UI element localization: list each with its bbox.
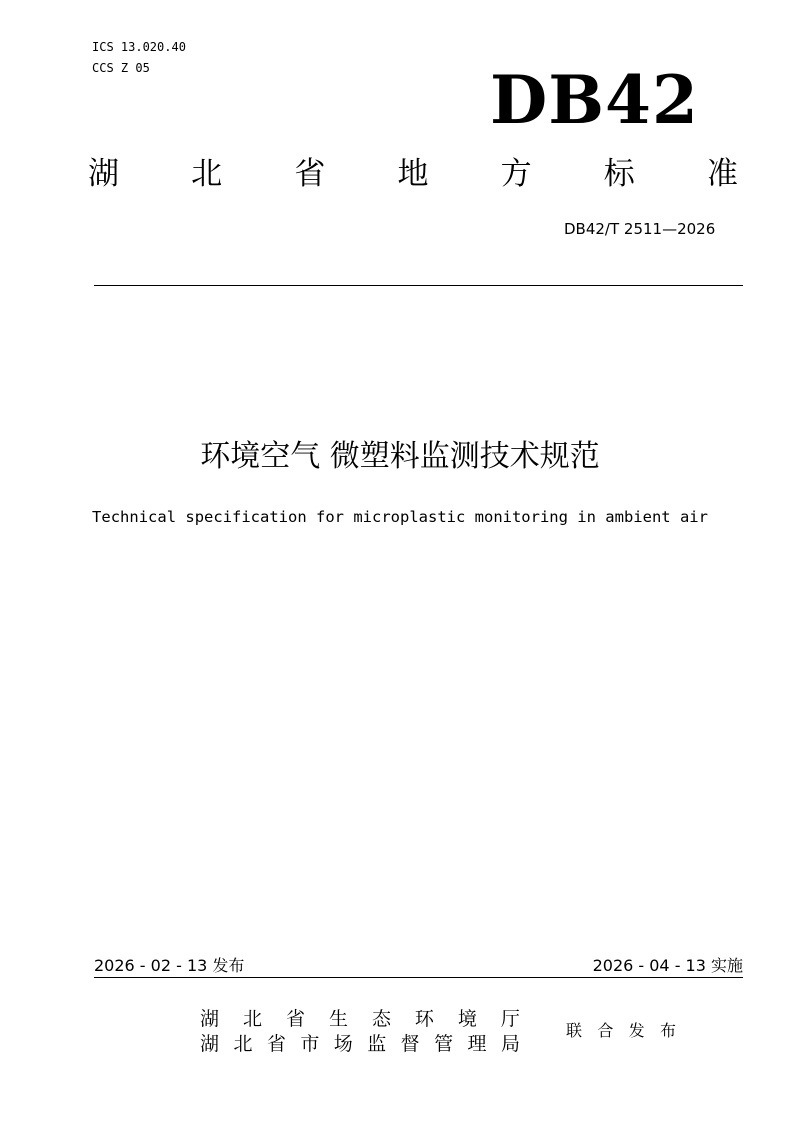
title-char: 标 (603, 156, 635, 192)
title-char: 湖 (88, 156, 119, 192)
org-char: 境 (457, 1008, 477, 1030)
title-char: 地 (397, 156, 429, 192)
issue-date: 2026 - 02 - 13 发布 (94, 956, 245, 975)
ccs-code: CCS Z 05 (92, 61, 150, 75)
org-char: 湖 (200, 1008, 220, 1030)
joint-char: 联 (566, 1021, 583, 1040)
joint-char: 合 (597, 1021, 614, 1040)
org-char: 市 (300, 1033, 320, 1055)
org-char: 环 (414, 1008, 434, 1030)
standard-type-title (88, 152, 738, 196)
joint-char: 发 (628, 1021, 645, 1040)
org-char: 省 (266, 1033, 286, 1055)
org-char: 省 (285, 1008, 305, 1030)
org-char: 管 (434, 1033, 454, 1055)
org-char: 北 (233, 1033, 253, 1055)
org-char: 场 (333, 1033, 353, 1055)
db-logo: DB42 (490, 61, 699, 139)
org-char: 北 (242, 1008, 262, 1030)
title-char: 省 (294, 156, 326, 192)
title-char: 准 (706, 156, 738, 192)
org-char: 理 (467, 1033, 487, 1055)
title-char: 北 (191, 156, 223, 192)
title-char: 方 (500, 156, 532, 192)
standard-number: DB42/T 2511—2026 (564, 220, 716, 238)
org-char: 局 (500, 1033, 520, 1055)
org-char: 湖 (200, 1033, 220, 1055)
issuing-org-2 (200, 1031, 520, 1057)
org-char: 厅 (500, 1008, 520, 1030)
org-char: 态 (371, 1008, 391, 1030)
bottom-divider (94, 977, 743, 978)
joint-char: 布 (659, 1021, 676, 1040)
implementation-date: 2026 - 04 - 13 实施 (592, 956, 743, 975)
document-title-cn: 环境空气 微塑料监测技术规范 (200, 439, 600, 474)
document-title-en: Technical specification for microplastic monitoring in ambient air (92, 508, 708, 526)
issuing-org-1 (200, 1006, 520, 1032)
org-char: 生 (328, 1008, 348, 1030)
ics-code: ICS 13.020.40 (92, 40, 186, 54)
org-char: 监 (367, 1033, 387, 1055)
top-divider (94, 285, 743, 286)
org-char: 督 (400, 1033, 420, 1055)
joint-release-label (566, 1019, 676, 1043)
